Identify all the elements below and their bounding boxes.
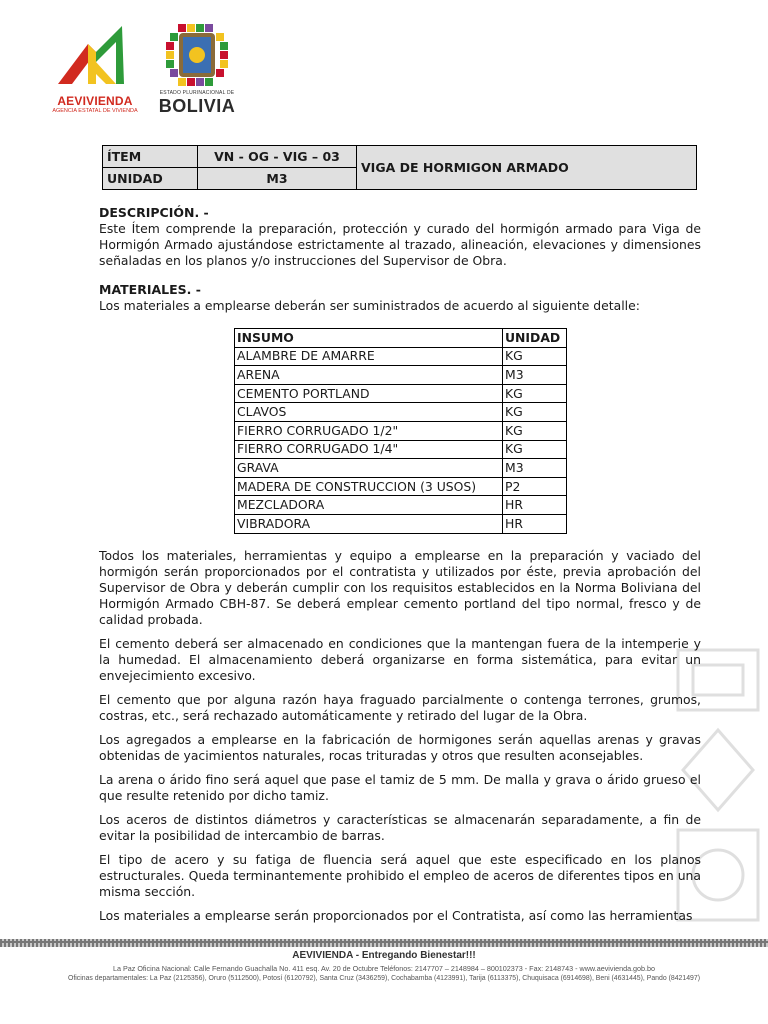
insumo-cell: MADERA DE CONSTRUCCION (3 USOS): [235, 477, 503, 496]
insumo-cell: FIERRO CORRUGADO 1/2": [235, 421, 503, 440]
descripcion-heading: DESCRIPCIÓN. -: [99, 205, 209, 220]
decorative-pattern-icon: [668, 640, 768, 940]
item-label: ÍTEM: [103, 146, 198, 168]
table-row: [235, 459, 567, 478]
aevivienda-emblem-icon: [50, 22, 140, 94]
table-row: [235, 421, 567, 440]
unidad-cell: P2: [503, 477, 567, 496]
bolivia-big-text: BOLIVIA: [158, 96, 236, 116]
insumo-cell: ARENA: [235, 366, 503, 385]
table-row: [235, 366, 567, 385]
unit-value: M3: [198, 168, 357, 190]
insumo-cell: ALAMBRE DE AMARRE: [235, 347, 503, 366]
item-code: VN - OG - VIG – 03: [198, 146, 357, 168]
table-row: [235, 347, 567, 366]
paragraph: Los agregados a emplearse en la fabricación de hormigones serán aquellas arenas y gravas obtenidas de yacimientos naturales, rocas trituradas y otros que resulten aconsejables.: [99, 731, 701, 763]
bolivia-logo: [156, 22, 238, 117]
footer-address: La Paz Oficina Nacional: Calle Fernando Guachalla No. 411 esq. Av. 20 de Octubre Teléfonos: 2147707 – 2148984 – 800102373 - Fax: 2148743 - www.aevivienda.gob.bo: [112, 964, 656, 973]
unidad-cell: M3: [503, 459, 567, 478]
table-row: [235, 440, 567, 459]
unidad-cell: M3: [503, 366, 567, 385]
item-title: VIGA DE HORMIGON ARMADO: [357, 146, 697, 190]
table-row: [235, 477, 567, 496]
unit-label: UNIDAD: [103, 168, 198, 190]
paragraph: La arena o árido fino será aquel que pase el tamiz de 5 mm. De malla y grava o árido grueso el que resulte retenido por dicho tamiz.: [99, 771, 701, 803]
descripcion-text: Este Ítem comprende la preparación, protección y curado del hormigón armado para Viga de Hormigón Armado ajustándose estrictamente al trazado, alineación, elevaciones y dimensiones señaladas en los planos y/o instrucciones del Supervisor de Obra.: [99, 221, 701, 268]
unidad-cell: KG: [503, 440, 567, 459]
aevivienda-logo: [50, 22, 140, 114]
header-insumo: INSUMO: [235, 329, 503, 348]
aevivienda-name: AEVIVIENDA: [57, 94, 133, 108]
footer-title: AEVIVIENDA - Entregando Bienestar!!!: [292, 950, 476, 961]
materials-table-header: [235, 329, 567, 348]
header-unidad: UNIDAD: [503, 329, 567, 348]
insumo-cell: CEMENTO PORTLAND: [235, 384, 503, 403]
materials-table: [234, 328, 567, 534]
unidad-cell: HR: [503, 514, 567, 533]
footer-offices: Oficinas departamentales: La Paz (2125356), Oruro (5112500), Potosí (6120792), Santa Cruz (3436259), Cochabamba (4123991), Tarija (6113375), Chuquisaca (6914698), Beni (4631445), Pando (8421497): [67, 975, 701, 982]
paragraph: El cemento deberá ser almacenado en condiciones que la mantengan fuera de la intemperie y la humedad. El almacenamiento deberá organizarse en forma sistemática, para evitar un envejecimiento excesivo.: [99, 635, 701, 683]
table-row: [235, 403, 567, 422]
unidad-cell: KG: [503, 384, 567, 403]
insumo-cell: CLAVOS: [235, 403, 503, 422]
item-header-table: [102, 145, 697, 190]
table-row: [235, 514, 567, 533]
document-body: [99, 205, 701, 932]
bolivia-coat-of-arms-icon: [156, 22, 238, 88]
paragraph: Los aceros de distintos diámetros y características se almacenarán separadamente, a fin de evitar la posibilidad de intercambio de barras.: [99, 811, 701, 843]
insumo-cell: FIERRO CORRUGADO 1/4": [235, 440, 503, 459]
materiales-intro: Los materiales a emplearse deberán ser suministrados de acuerdo al siguiente detalle:: [99, 298, 640, 313]
table-row: [235, 384, 567, 403]
insumo-cell: GRAVA: [235, 459, 503, 478]
paragraph: Todos los materiales, herramientas y equipo a emplearse en la preparación y vaciado del hormigón serán proporcionados por el contratista y utilizados por éste, previa aprobación del Supervisor de Obra y deberán cumplir con los requisitos establecidos en la Norma Boliviana del Hormigón Armado CBH-87. Se deberá emplear cemento portland del tipo normal, fresco y de calidad probada.: [99, 547, 701, 627]
footer-rule: [0, 941, 768, 943]
paragraph: Los materiales a emplearse serán proporcionados por el Contratista, así como las herramientas: [99, 907, 693, 923]
insumo-cell: MEZCLADORA: [235, 496, 503, 515]
insumo-cell: VIBRADORA: [235, 514, 503, 533]
paragraph: El tipo de acero y su fatiga de fluencia será aquel que este especificado en los planos estructurales. Queda terminantemente prohibido el empleo de aceros de diferentes tipos en una misma sección.: [99, 851, 701, 899]
unidad-cell: KG: [503, 421, 567, 440]
unidad-cell: HR: [503, 496, 567, 515]
materiales-heading: MATERIALES. -: [99, 282, 201, 297]
unidad-cell: KG: [503, 403, 567, 422]
aevivienda-subtitle: AGENCIA ESTATAL DE VIVIENDA: [52, 108, 138, 114]
unidad-cell: KG: [503, 347, 567, 366]
paragraph: El cemento que por alguna razón haya fraguado parcialmente o contenga terrones, grumos, costras, etc., será rechazado automáticamente y retirado del lugar de la Obra.: [99, 691, 701, 723]
table-row: [235, 496, 567, 515]
bolivia-small-text: ESTADO PLURINACIONAL DE: [159, 90, 235, 96]
